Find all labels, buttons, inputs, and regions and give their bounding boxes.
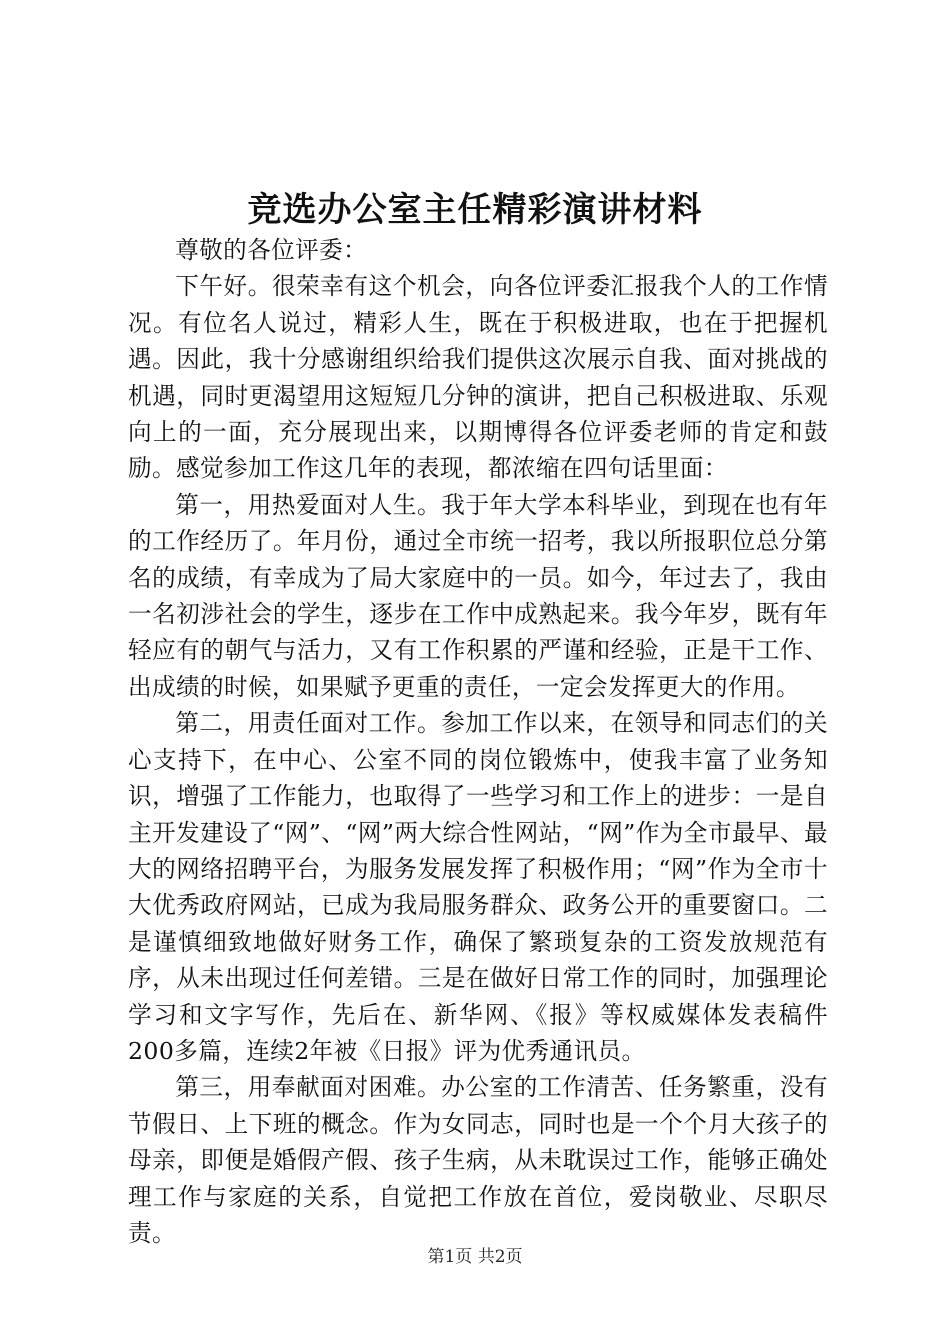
document-title: 竞选办公室主任精彩演讲材料 [247, 190, 703, 230]
paragraph-third-point: 第三，用奉献面对困难。办公室的工作清苦、任务繁重，没有节假日、上下班的概念。作为女同志，同时也是一个个月大孩子的母亲，即便是婚假产假、孩子生病，从未耽误过工作，能够正确处理工作与家庭的关系，自觉把工作放在首位，爱岗敬业、尽职尽责。 [128, 1073, 828, 1247]
page-number-footer: 第1页 共2页 [427, 1247, 523, 1267]
paragraph-intro: 下午好。很荣幸有这个机会，向各位评委汇报我个人的工作情况。有位名人说过，精彩人生，既在于积极进取，也在于把握机遇。因此，我十分感谢组织给我们提供这次展示自我、面对挑战的机遇，同时更渴望用这短短几分钟的演讲，把自己积极进取、乐观向上的一面，充分展现出来，以期博得各位评委老师的肯定和鼓励。感觉参加工作这几年的表现，都浓缩在四句话里面： [128, 272, 828, 483]
salutation: 尊敬的各位评委： [175, 236, 368, 264]
paragraph-second-point: 第二，用责任面对工作。参加工作以来，在领导和同志们的关心支持下，在中心、公室不同的岗位锻炼中，使我丰富了业务知识，增强了工作能力，也取得了一些学习和工作上的进步：一是自主开发建设了“网”、“网”两大综合性网站，“网”作为全市最早、最大的网络招聘平台，为服务发展发挥了积极作用；“网”作为全市十大优秀政府网站，已成为我局服务群众、政务公开的重要窗口。二是谨慎细致地做好财务工作，确保了繁琐复杂的工资发放规范有序，从未出现过任何差错。三是在做好日常工作的同时，加强理论学习和文字写作，先后在、新华网、《报》等权威媒体发表稿件200多篇，连续2年被《日报》评为优秀通讯员。 [128, 709, 828, 1065]
paragraph-first-point: 第一，用热爱面对人生。我于年大学本科毕业，到现在也有年的工作经历了。年月份，通过全市统一招考，我以所报职位总分第名的成绩，有幸成为了局大家庭中的一员。如今，年过去了，我由一名初涉社会的学生，逐步在工作中成熟起来。我今年岁，既有年轻应有的朝气与活力，又有工作积累的严谨和经验，正是干工作、出成绩的时候，如果赋予更重的责任，一定会发挥更大的作用。 [128, 490, 828, 701]
document-body [128, 232, 828, 1251]
